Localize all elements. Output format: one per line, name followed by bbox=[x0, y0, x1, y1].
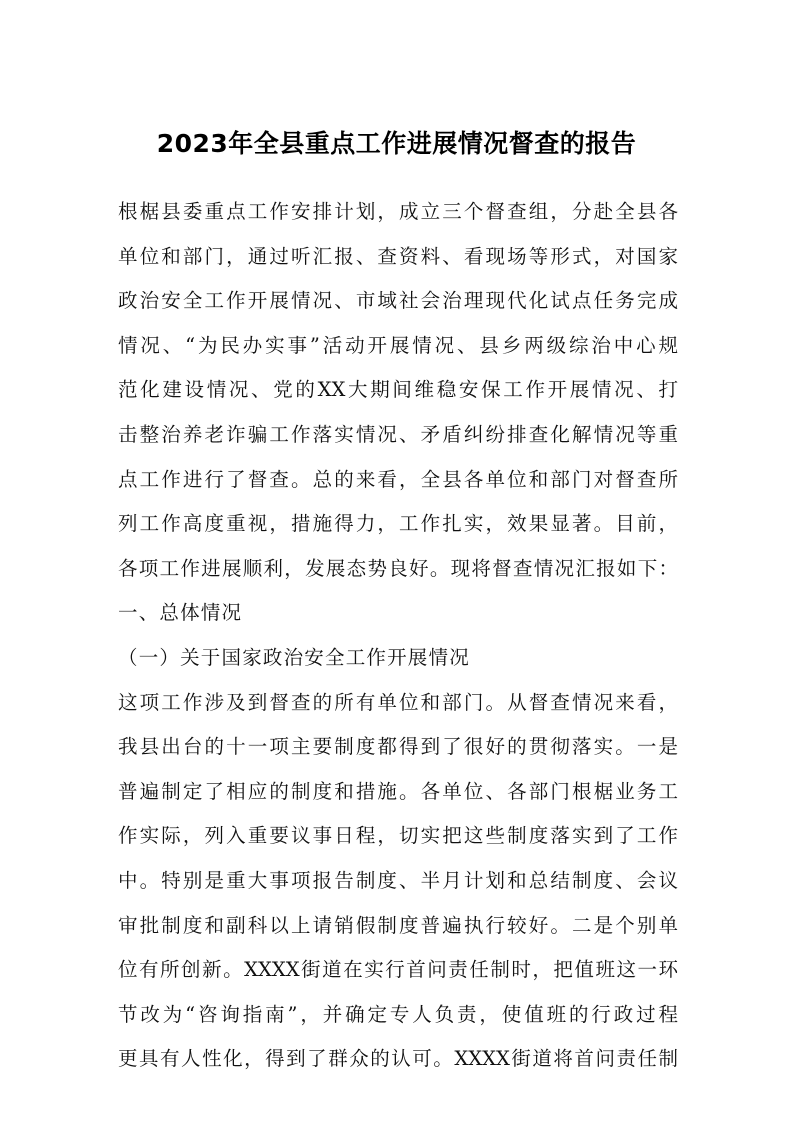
body-line: 更具有人性化，得到了群众的认可。XXXX街道将首问责任制 bbox=[118, 1047, 678, 1071]
section-heading: 一、总体情况 bbox=[118, 601, 243, 625]
body-line: 中。特别是重大事项报告制度、半月计划和总结制度、会议 bbox=[118, 868, 678, 892]
document-body bbox=[118, 190, 678, 1082]
body-line: 单位和部门，通过听汇报、查资料、看现场等形式，对国家 bbox=[118, 244, 678, 268]
body-line: 范化建设情况、党的XX大期间维稳安保工作开展情况、打 bbox=[118, 378, 678, 402]
body-line: 普遍制定了相应的制度和措施。各单位、各部门根椐业务工 bbox=[118, 779, 678, 803]
body-line: 情况、“为民办实事”活动开展情况、县乡两级综治中心规 bbox=[118, 333, 678, 357]
body-line: 列工作高度重视，措施得力，工作扎实，效果显著。目前， bbox=[118, 512, 678, 536]
body-line: 这项工作涉及到督查的所有单位和部门。从督查情况来看， bbox=[118, 690, 678, 714]
body-line: 各项工作进展顺利，发展态势良好。现将督查情况汇报如下： bbox=[118, 556, 678, 580]
body-line: 击整治养老诈骗工作落实情况、矛盾纠纷排查化解情况等重 bbox=[118, 422, 678, 446]
body-line: 我县出台的十一项主要制度都得到了很好的贯彻落实。一是 bbox=[118, 735, 678, 759]
body-line: 作实际，列入重要议事日程，切实把这些制度落实到了工作 bbox=[118, 824, 678, 848]
body-line: 根椐县委重点工作安排计划，成立三个督查组，分赴全县各 bbox=[118, 200, 678, 223]
body-line: 点工作进行了督查。总的来看，全县各单位和部门对督查所 bbox=[118, 467, 678, 491]
body-line: 节改为“咨询指南”，并确定专人负责，使值班的行政过程 bbox=[118, 1002, 678, 1026]
body-line: 位有所创新。XXXX街道在实行首问责任制时，把值班这一环 bbox=[118, 958, 678, 982]
body-line: 审批制度和副科以上请销假制度普遍执行较好。二是个别单 bbox=[118, 913, 678, 937]
body-line: 政治安全工作开展情况、市域社会治理现代化试点任务完成 bbox=[118, 289, 678, 313]
document-title: 2023年全县重点工作进展情况督查的报告 bbox=[156, 129, 637, 158]
subsection-heading: （一）关于国家政治安全工作开展情况 bbox=[118, 645, 470, 669]
